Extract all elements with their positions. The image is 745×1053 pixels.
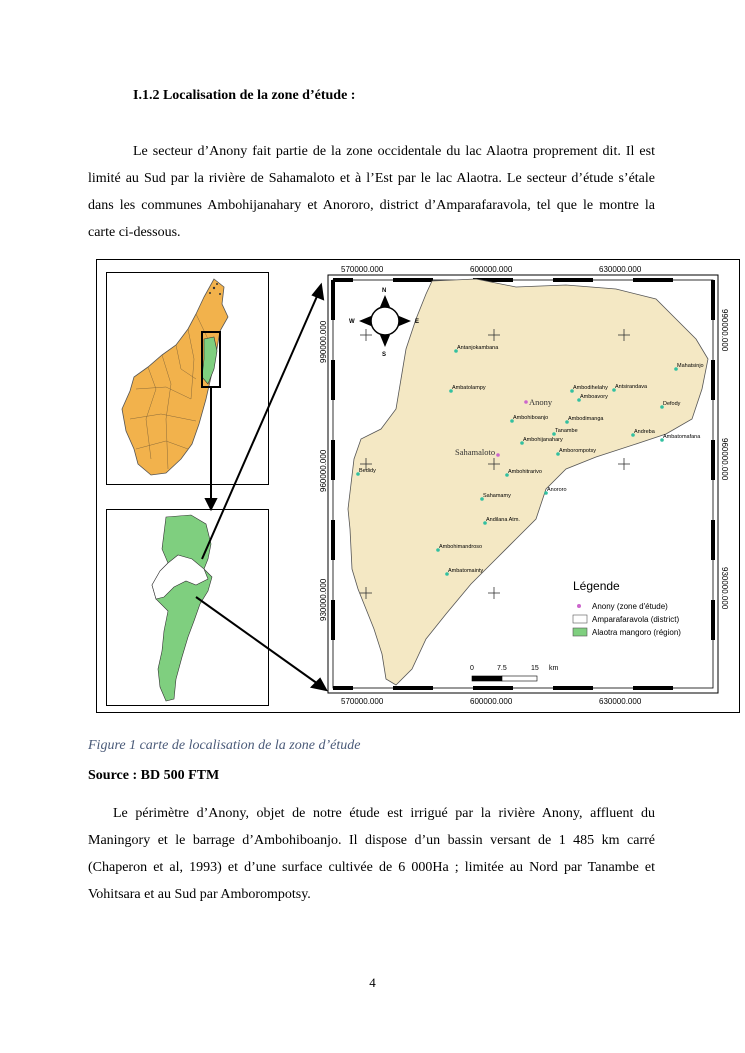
village-label: Ambatomainty [448,568,484,574]
anony-label: Anony [529,397,553,407]
legend-item-district: Amparafaravola (district) [592,615,680,624]
village-label: Antanjokambana [457,345,499,351]
section-heading: I.1.2 Localisation de la zone d’étude : [133,88,356,103]
legend-title: Légende [573,579,620,593]
village-label: Andilana Atm. [486,517,520,523]
village-label: Amborompotsy [559,448,596,454]
y-tick-right-3: 930000.000 [720,567,729,610]
y-tick-left-2: 960000.000 [319,449,328,492]
location-map-figure [96,259,740,713]
village-label: Antsirandava [615,384,648,390]
scale-label-1: 7.5 [497,665,507,672]
village-label: Amboavory [580,394,608,400]
compass-w: W [349,319,355,325]
village-label: Sahamamy [483,493,511,499]
village-label: Ambohijanahary [523,437,563,443]
scale-unit: km [549,665,559,672]
village-label: Ambatolampy [452,385,486,391]
page-number: 4 [369,975,376,990]
region-inset [107,510,269,706]
village-label: Ambohiboanjo [513,415,549,421]
y-tick-right-1: 990000.000 [720,309,729,352]
intro-paragraph: Le secteur d’Anony fait partie de la zone occidentale du lac Alaotra proprement dit. Il est limité au Sud par la rivière de Sahamaloto et à l’Est par le lac Alaotra. Le secteur d’étude s’étale dans les communes Ambohijanahary et Anororo, district d’Amparafaravola, tel que le montre la carte ci-dessous. [88,144,655,240]
x-tick-bottom-2: 600000.000 [470,697,513,706]
compass-s: S [382,352,387,358]
village-label: Mahatsinjo [677,363,704,369]
village-label: Ambodihelahy [573,385,608,391]
compass-e: E [415,319,420,325]
village-label: Ambohimandroso [439,544,483,550]
x-tick-bottom-3: 630000.000 [599,697,642,706]
x-tick-top-1: 570000.000 [341,265,384,274]
body-paragraph: Le périmètre d’Anony, objet de notre étude est irrigué par la rivière Anony, affluent du Maningory et le barrage d’Ambohiboanjo. Il dispose d’un bassin versant de 1 485 km carré (Chaperon et al, 1993) et d’une surface cultivée de 6 000Ha ; limitée au Nord par Tanambe et Vohitsara et au Sud par Amborompotsy. [88,806,655,902]
figure-caption: Figure 1 carte de localisation de la zone d’étude [88,738,361,753]
legend-item-anony: Anony (zone d'étude) [592,602,668,611]
village-label: Andreba [634,429,655,435]
x-tick-bottom-1: 570000.000 [341,697,384,706]
sahamaloto-label: Sahamaloto [455,447,496,457]
y-tick-right-2: 960000.000 [720,438,729,481]
y-tick-left-1: 990000.000 [319,320,328,363]
x-tick-top-2: 600000.000 [470,265,513,274]
village-label: Ambatomafana [663,434,701,440]
x-tick-top-3: 630000.000 [599,265,642,274]
village-label: Tanambe [555,428,578,434]
main-map [319,265,729,706]
village-label: Ambohitrarivo [508,469,542,475]
village-label: Ambodimanga [568,416,604,422]
village-label: Bedidy [359,468,376,474]
village-label: Defody [663,401,681,407]
legend-item-region: Alaotra mangoro (région) [592,628,681,637]
y-tick-left-3: 930000.000 [319,578,328,621]
madagascar-inset [107,273,269,485]
figure-source: Source : BD 500 FTM [88,768,220,783]
scale-label-2: 15 [531,665,539,672]
scale-label-0: 0 [470,665,474,672]
compass-n: N [382,288,387,294]
village-label: Anororo [547,487,567,493]
